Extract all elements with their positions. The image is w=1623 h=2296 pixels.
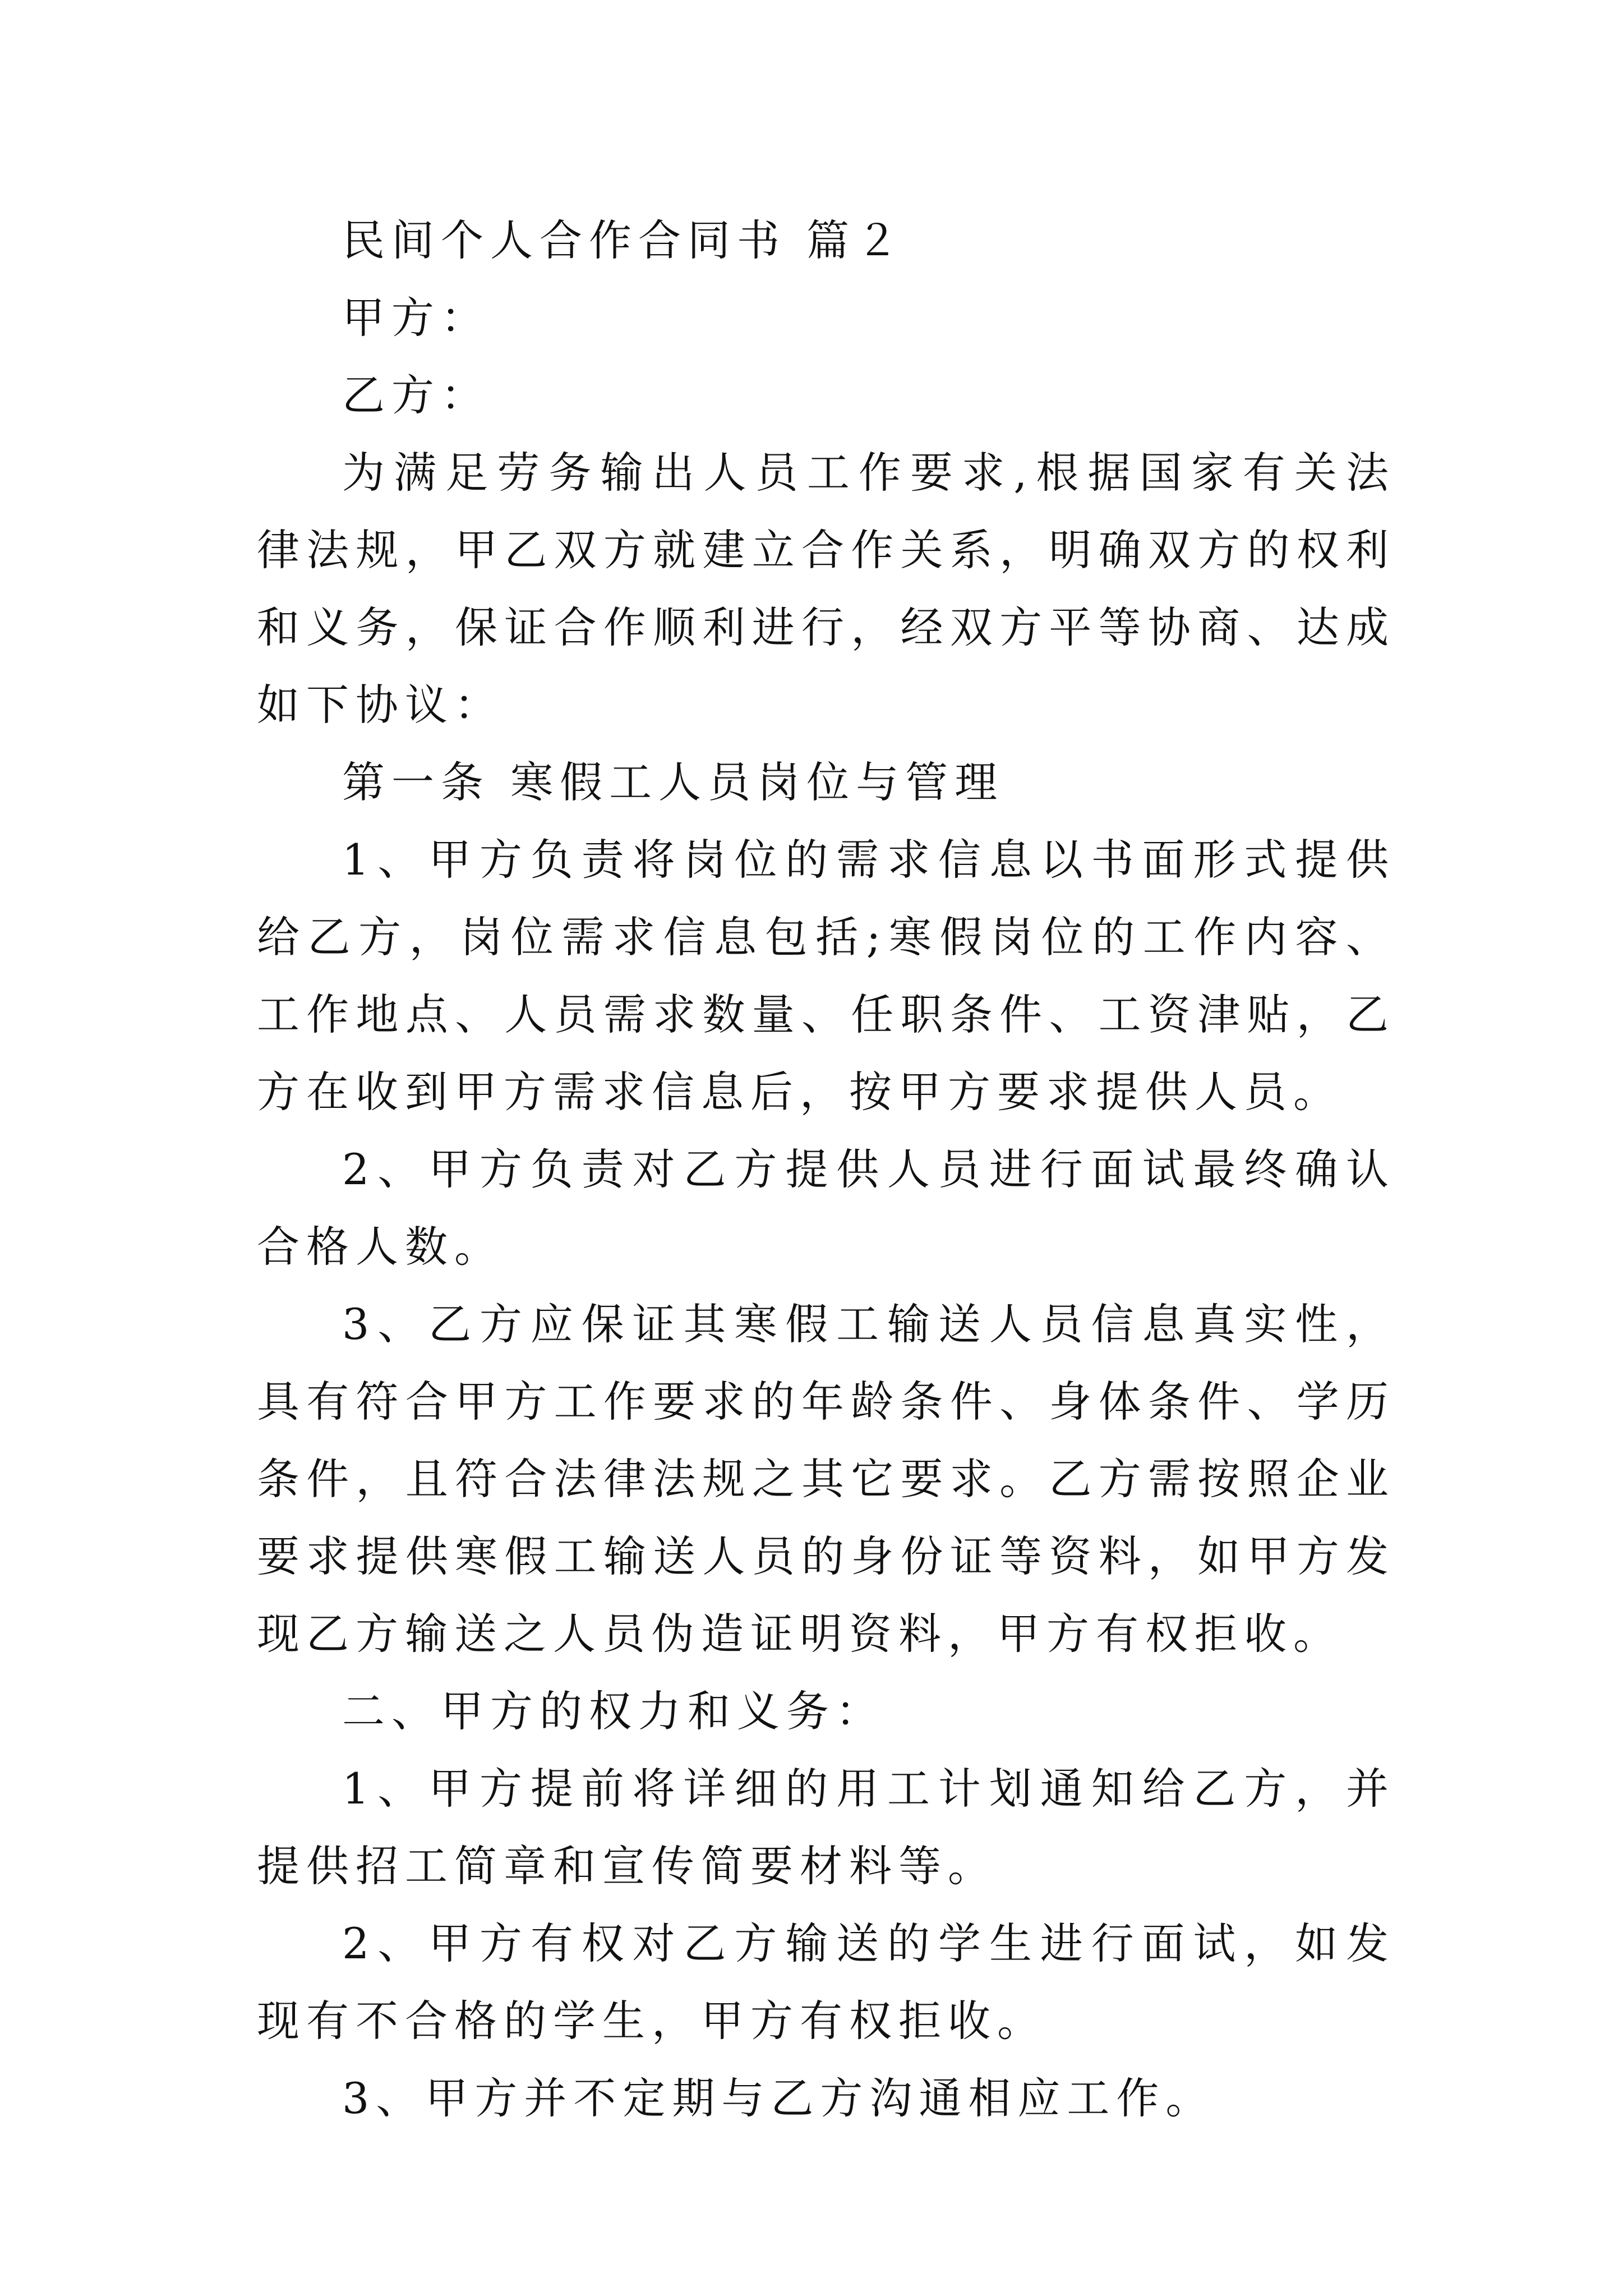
section2-item-2: 2、甲方有权对乙方输送的学生进行面试，如发现有不合格的学生，甲方有权拒收。 bbox=[257, 1918, 1395, 2046]
document-title: 民间个人合作合同书 篇２ bbox=[342, 215, 906, 265]
section1-heading: 第一条 寒假工人员岗位与管理 bbox=[342, 757, 1004, 807]
party-b-line: 乙方： bbox=[342, 370, 490, 420]
party-a-line: 甲方： bbox=[342, 293, 490, 343]
section1-item-3: 3、乙方应保证其寒假工输送人员信息真实性，具有符合甲方工作要求的年龄条件、身体条件、学历条件，且符合法律法规之其它要求。乙方需按照企业要求提供寒假工输送人员的身份证等资料，如甲方发现乙方输送之人员伪造证明资料，甲方有权拒收。 bbox=[257, 1299, 1395, 1659]
section1-item-1: 1、甲方负责将岗位的需求信息以书面形式提供给乙方，岗位需求信息包括;寒假岗位的工作内容、工作地点、人员需求数量、任职条件、工资津贴，乙方在收到甲方需求信息后，按甲方要求提供人员。 bbox=[257, 835, 1395, 1117]
section2-item-3: 3、甲方并不定期与乙方沟通相应工作。 bbox=[342, 2073, 1215, 2123]
document-body bbox=[257, 202, 1395, 2137]
section2-heading: 二、甲方的权力和义务： bbox=[342, 1686, 885, 1736]
section2-item-1: 1、甲方提前将详细的用工计划通知给乙方，并提供招工简章和宣传简要材料等。 bbox=[257, 1764, 1395, 1891]
section1-item-2: 2、甲方负责对乙方提供人员进行面试最终确认合格人数。 bbox=[257, 1144, 1395, 1272]
preamble-paragraph: 为满足劳务输出人员工作要求,根据国家有关法律法规，甲乙双方就建立合作关系，明确双方的权利和义务，保证合作顺利进行，经双方平等协商、达成如下协议： bbox=[257, 448, 1395, 730]
